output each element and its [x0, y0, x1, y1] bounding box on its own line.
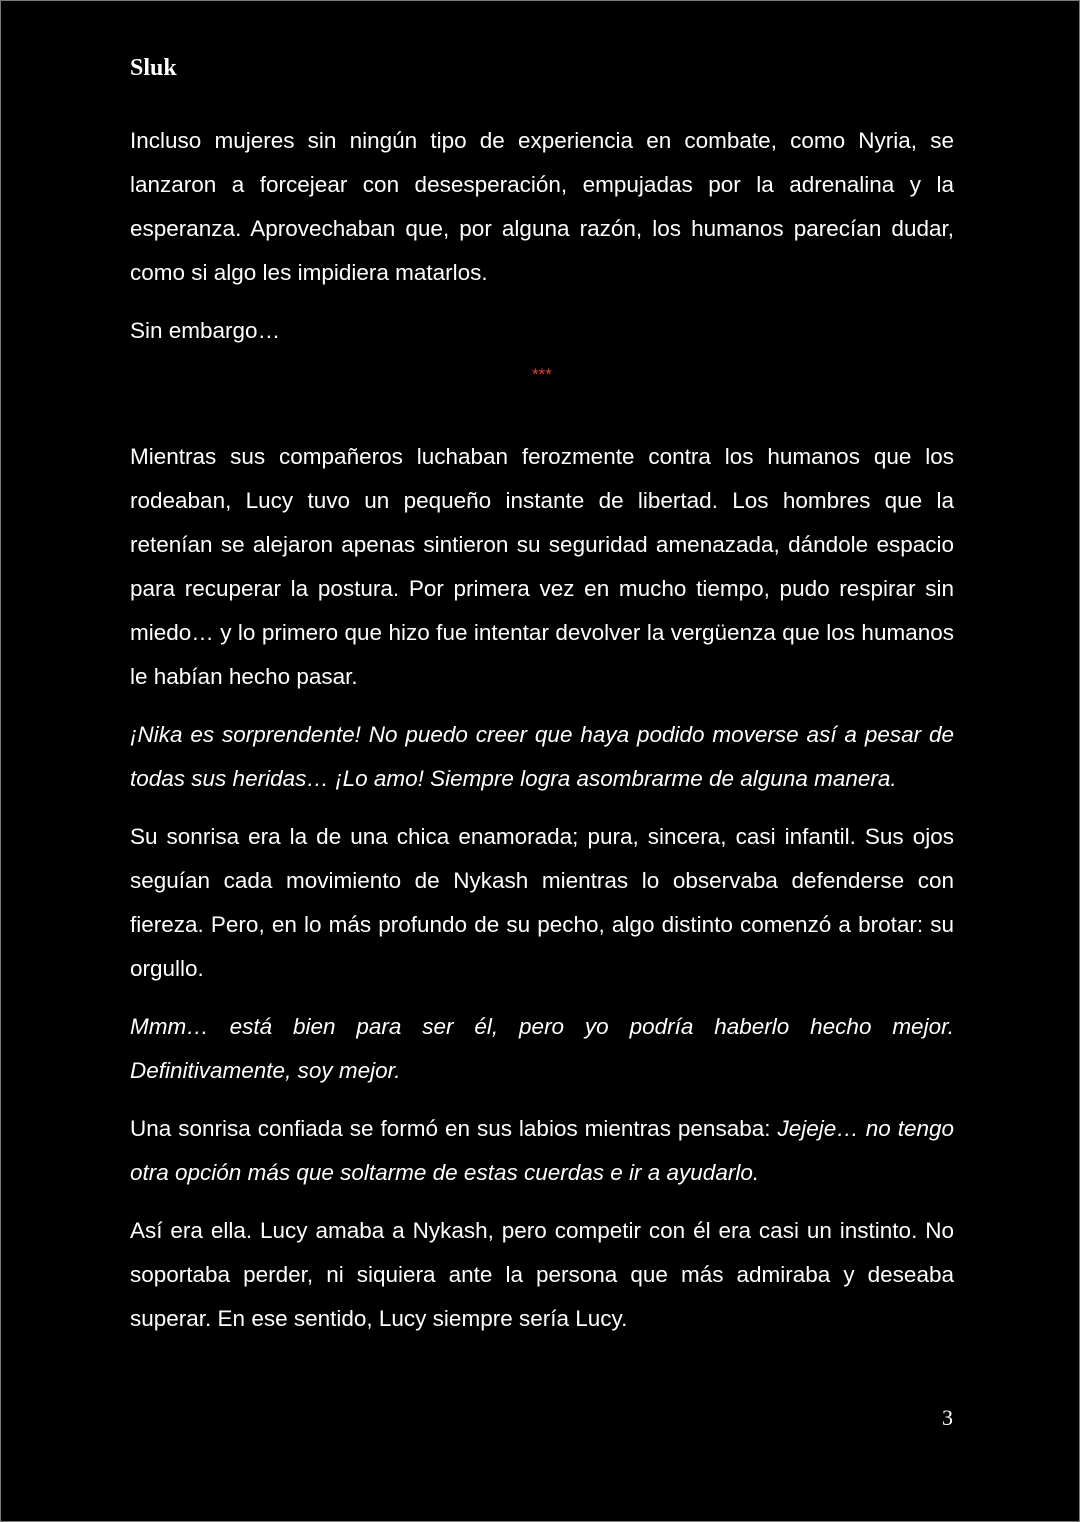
document-body [130, 119, 954, 1355]
paragraph-2: Sin embargo… [130, 318, 281, 343]
paragraph-1: Incluso mujeres sin ningún tipo de experiencia en combate, como Nyria, se lanzaron a forcejear con desesperación, empujadas por la adrenalina y la esperanza. Aprovechaban que, por alguna razón, los humanos parecían dudar, como si algo les impidiera matarlos. [130, 128, 954, 285]
paragraph-7-thought: Jejeje… no tengo otra opción más que soltarme de estas cuerdas e ir a ayudarlo. [130, 1116, 954, 1185]
paragraph-6-thought: Mmm… está bien para ser él, pero yo podría haberlo hecho mejor. Definitivamente, soy mejor. [130, 1014, 954, 1083]
paragraph-7-narration: Una sonrisa confiada se formó en sus labios mientras pensaba: [130, 1116, 778, 1141]
paragraph-4-thought: ¡Nika es sorprendente! No puedo creer que haya podido moverse así a pesar de todas sus heridas… ¡Lo amo! Siempre logra asombrarme de alguna manera. [130, 722, 954, 791]
scene-separator: *** [532, 365, 552, 384]
paragraph-3: Mientras sus compañeros luchaban ferozmente contra los humanos que los rodeaban, Lucy tuvo un pequeño instante de libertad. Los hombres que la retenían se alejaron apenas sintieron su seguridad amenazada, dándole espacio para recuperar la postura. Por primera vez en mucho tiempo, pudo respirar sin miedo… y lo primero que hizo fue intentar devolver la vergüenza que los humanos le habían hecho pasar. [130, 444, 954, 689]
page-number: 3 [942, 1405, 953, 1430]
paragraph-8: Así era ella. Lucy amaba a Nykash, pero competir con él era casi un instinto. No soportaba perder, ni siquiera ante la persona que más admiraba y deseaba superar. En ese sentido, Lucy siempre sería Lucy. [130, 1218, 954, 1331]
running-header-title: Sluk [130, 55, 177, 81]
paragraph-5: Su sonrisa era la de una chica enamorada; pura, sincera, casi infantil. Sus ojos seguían cada movimiento de Nykash mientras lo observaba defenderse con fiereza. Pero, en lo más profundo de su pecho, algo distinto comenzó a brotar: su orgullo. [130, 824, 954, 981]
paragraph-7 [130, 1107, 954, 1195]
